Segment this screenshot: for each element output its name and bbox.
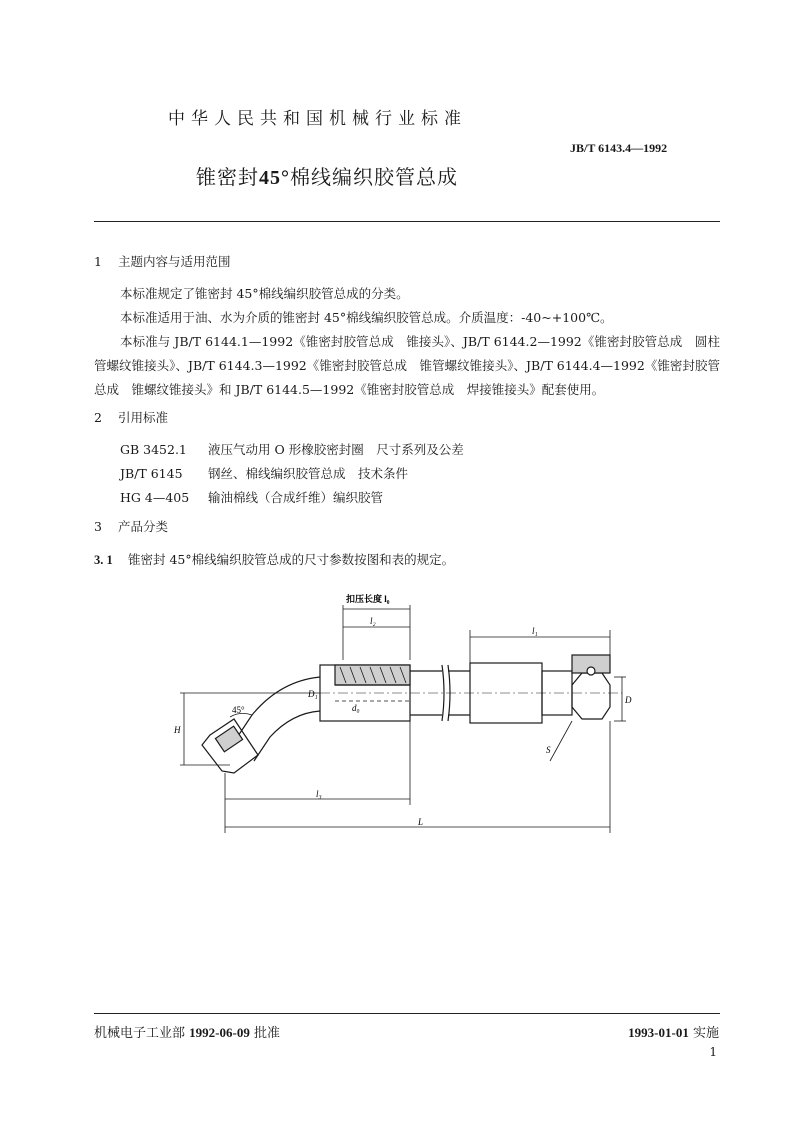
clause-3-1-number: 3. 1 — [94, 553, 113, 567]
section-1-number: 1 — [94, 254, 102, 269]
clause-3-1-text: 锥密封 45°棉线编织胶管总成的尺寸参数按图和表的规定。 — [128, 552, 455, 567]
reference-title: 钢丝、棉线编织胶管总成 技术条件 — [208, 466, 409, 481]
section-3-title: 产品分类 — [118, 519, 169, 534]
implementation-line — [628, 1022, 719, 1041]
title-suffix: 棉线编织胶管总成 — [290, 165, 458, 189]
section-3-heading — [94, 515, 168, 539]
reference-code: HG 4—405 — [120, 490, 190, 505]
reference-title: 输油棉线（合成纤维）编织胶管 — [208, 490, 384, 505]
label-l2: l₂ — [370, 616, 376, 626]
title-prefix: 锥密封 — [196, 165, 259, 189]
section-3-number: 3 — [94, 519, 102, 534]
implementation-date: 1993-01-01 — [628, 1025, 689, 1040]
label-L: L — [418, 817, 424, 827]
page-number: 1 — [709, 1045, 717, 1059]
reference-item — [120, 486, 383, 510]
reference-code: JB/T 6145 — [120, 466, 183, 481]
section-1-title: 主题内容与适用范围 — [118, 254, 231, 269]
standard-number: JB/T 6143.4—1992 — [570, 141, 668, 155]
label-S: S — [546, 745, 551, 755]
label-l3: l₃ — [316, 789, 322, 799]
label-crimp-length: 扣压长度 l₀ — [346, 594, 390, 604]
implementation-label: 实施 — [692, 1026, 719, 1041]
approval-date: 1992-06-09 — [189, 1025, 250, 1040]
paragraph-applicability: 本标准适用于油、水为介质的锥密封 45°棉线编织胶管总成。介质温度：-40~+100℃。 — [120, 310, 613, 325]
title-angle: 45° — [259, 167, 290, 189]
reference-item — [120, 462, 408, 486]
section-2-number: 2 — [94, 410, 102, 425]
section-2-heading — [94, 406, 168, 430]
footer-divider — [94, 1013, 720, 1014]
clause-3-1 — [94, 548, 454, 572]
label-D: D — [625, 695, 632, 705]
document-title — [196, 161, 458, 190]
paragraph-scope: 本标准规定了锥密封 45°棉线编织胶管总成的分类。 — [120, 286, 409, 301]
label-angle: 45° — [232, 705, 245, 715]
approval-label: 批准 — [253, 1026, 280, 1041]
section-1-heading — [94, 250, 231, 274]
label-d0: d₀ — [352, 703, 360, 713]
label-D1: D₁ — [308, 689, 318, 699]
reference-code: GB 3452.1 — [120, 442, 187, 457]
standard-category-heading: 中华人民共和国机械行业标准 — [168, 109, 467, 129]
hose-assembly-drawing — [170, 585, 630, 845]
header-divider — [94, 221, 720, 222]
section-2-title: 引用标准 — [118, 410, 169, 425]
label-l1: l₁ — [532, 626, 538, 636]
approval-line — [94, 1022, 280, 1041]
label-H: H — [174, 725, 181, 735]
issuing-department: 机械电子工业部 — [94, 1026, 186, 1041]
reference-title: 液压气动用 O 形橡胶密封圈 尺寸系列及公差 — [208, 442, 464, 457]
reference-item — [120, 438, 464, 462]
paragraph-related-standards: 本标准与 JB/T 6144.1—1992《锥密封胶管总成 锥接头》、JB/T 6144.2—1992《锥密封胶管总成 圆柱管螺纹锥接头》、JB/T 6144.3—1992《锥密封胶管总成 锥管螺纹锥接头》、JB/T 6144.4—1992《锥密封胶管总成 锥螺纹锥接头》和 JB/T 6144.5—1992《锥密封胶管总成 焊接锥接头》配套使用。 — [94, 334, 720, 397]
